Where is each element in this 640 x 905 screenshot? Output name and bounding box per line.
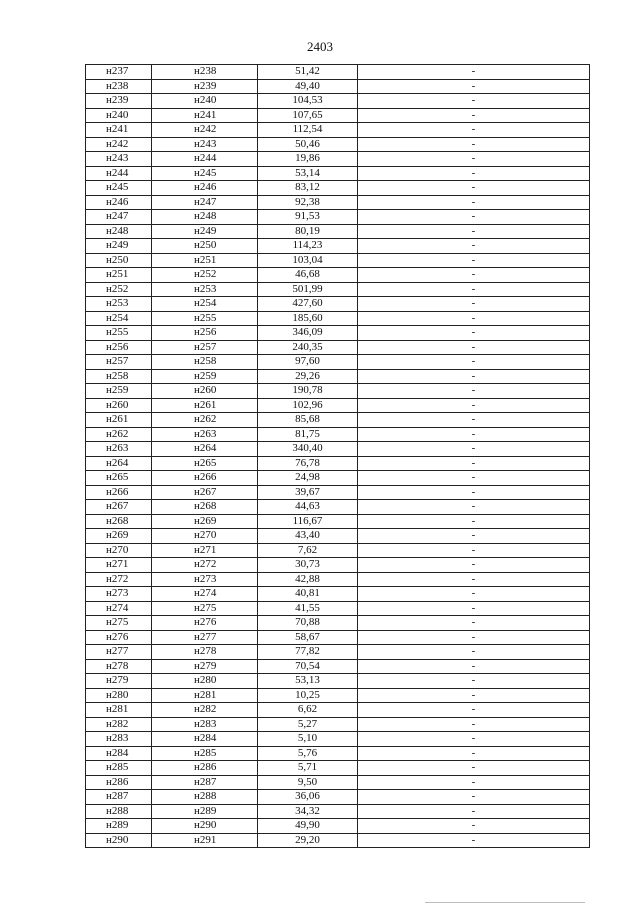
cell-distance: 6,62: [258, 703, 358, 718]
cell-note: -: [358, 152, 590, 167]
cell-distance: 81,75: [258, 427, 358, 442]
cell-note: -: [358, 558, 590, 573]
table-row: [86, 427, 590, 442]
cell-from-point: н286: [86, 775, 152, 790]
cell-to-point: н283: [152, 717, 258, 732]
cell-distance: 49,40: [258, 79, 358, 94]
cell-to-point: н265: [152, 456, 258, 471]
table-row: [86, 282, 590, 297]
table-row: [86, 195, 590, 210]
cell-distance: 97,60: [258, 355, 358, 370]
cell-from-point: н265: [86, 471, 152, 486]
cell-note: -: [358, 819, 590, 834]
cell-note: -: [358, 326, 590, 341]
table-row: [86, 514, 590, 529]
table-row: [86, 659, 590, 674]
cell-to-point: н244: [152, 152, 258, 167]
table-row: [86, 775, 590, 790]
cell-to-point: н257: [152, 340, 258, 355]
cell-to-point: н243: [152, 137, 258, 152]
table-row: [86, 413, 590, 428]
cell-to-point: н280: [152, 674, 258, 689]
cell-from-point: н261: [86, 413, 152, 428]
cell-distance: 76,78: [258, 456, 358, 471]
table-row: [86, 674, 590, 689]
cell-to-point: н279: [152, 659, 258, 674]
cell-distance: 19,86: [258, 152, 358, 167]
cell-to-point: н276: [152, 616, 258, 631]
cell-distance: 58,67: [258, 630, 358, 645]
cell-from-point: н250: [86, 253, 152, 268]
table-row: [86, 587, 590, 602]
cell-to-point: н252: [152, 268, 258, 283]
cell-from-point: н257: [86, 355, 152, 370]
cell-distance: 112,54: [258, 123, 358, 138]
table-row: [86, 471, 590, 486]
cell-to-point: н242: [152, 123, 258, 138]
cell-note: -: [358, 746, 590, 761]
cell-from-point: н247: [86, 210, 152, 225]
cell-distance: 83,12: [258, 181, 358, 196]
table-row: [86, 311, 590, 326]
cell-from-point: н279: [86, 674, 152, 689]
table-row: [86, 485, 590, 500]
cell-note: -: [358, 137, 590, 152]
table-row: [86, 761, 590, 776]
cell-note: -: [358, 108, 590, 123]
cell-to-point: н286: [152, 761, 258, 776]
table-row: [86, 601, 590, 616]
cell-from-point: н270: [86, 543, 152, 558]
cell-from-point: н288: [86, 804, 152, 819]
cell-to-point: н272: [152, 558, 258, 573]
boundary-points-table: [85, 64, 590, 848]
cell-to-point: н270: [152, 529, 258, 544]
cell-note: -: [358, 587, 590, 602]
cell-note: -: [358, 717, 590, 732]
table-row: [86, 355, 590, 370]
cell-note: -: [358, 790, 590, 805]
cell-distance: 104,53: [258, 94, 358, 109]
cell-note: -: [358, 253, 590, 268]
cell-to-point: н290: [152, 819, 258, 834]
cell-from-point: н278: [86, 659, 152, 674]
cell-from-point: н275: [86, 616, 152, 631]
cell-to-point: н289: [152, 804, 258, 819]
table-row: [86, 630, 590, 645]
cell-from-point: н262: [86, 427, 152, 442]
table-row: [86, 108, 590, 123]
cell-distance: 190,78: [258, 384, 358, 399]
cell-note: -: [358, 195, 590, 210]
cell-from-point: н253: [86, 297, 152, 312]
table-row: [86, 253, 590, 268]
cell-note: -: [358, 775, 590, 790]
table-row: [86, 326, 590, 341]
cell-from-point: н251: [86, 268, 152, 283]
cell-note: -: [358, 761, 590, 776]
table-row: [86, 616, 590, 631]
cell-to-point: н261: [152, 398, 258, 413]
table-row: [86, 224, 590, 239]
cell-note: -: [358, 500, 590, 515]
cell-note: -: [358, 311, 590, 326]
table-row: [86, 819, 590, 834]
cell-distance: 107,65: [258, 108, 358, 123]
table-row: [86, 369, 590, 384]
cell-to-point: н253: [152, 282, 258, 297]
cell-from-point: н243: [86, 152, 152, 167]
cell-note: -: [358, 630, 590, 645]
cell-distance: 49,90: [258, 819, 358, 834]
cell-distance: 5,76: [258, 746, 358, 761]
cell-note: -: [358, 181, 590, 196]
cell-distance: 10,25: [258, 688, 358, 703]
table-row: [86, 732, 590, 747]
cell-distance: 114,23: [258, 239, 358, 254]
cell-to-point: н238: [152, 65, 258, 80]
cell-note: -: [358, 398, 590, 413]
table-row: [86, 558, 590, 573]
cell-to-point: н266: [152, 471, 258, 486]
cell-from-point: н244: [86, 166, 152, 181]
cell-from-point: н274: [86, 601, 152, 616]
table-row: [86, 239, 590, 254]
cell-from-point: н280: [86, 688, 152, 703]
cell-to-point: н269: [152, 514, 258, 529]
cell-to-point: н288: [152, 790, 258, 805]
cell-to-point: н241: [152, 108, 258, 123]
table-row: [86, 297, 590, 312]
table-row: [86, 833, 590, 848]
cell-distance: 44,63: [258, 500, 358, 515]
table-row: [86, 181, 590, 196]
table-row: [86, 398, 590, 413]
cell-note: -: [358, 427, 590, 442]
cell-to-point: н271: [152, 543, 258, 558]
cell-to-point: н263: [152, 427, 258, 442]
table-row: [86, 688, 590, 703]
cell-note: -: [358, 369, 590, 384]
cell-note: -: [358, 674, 590, 689]
cell-distance: 7,62: [258, 543, 358, 558]
table-row: [86, 456, 590, 471]
cell-from-point: н260: [86, 398, 152, 413]
cell-from-point: н283: [86, 732, 152, 747]
cell-note: -: [358, 833, 590, 848]
table-row: [86, 79, 590, 94]
cell-to-point: н254: [152, 297, 258, 312]
cell-note: -: [358, 732, 590, 747]
cell-to-point: н260: [152, 384, 258, 399]
cell-to-point: н250: [152, 239, 258, 254]
cell-to-point: н239: [152, 79, 258, 94]
cell-from-point: н269: [86, 529, 152, 544]
cell-note: -: [358, 123, 590, 138]
table-row: [86, 166, 590, 181]
table-row: [86, 94, 590, 109]
cell-distance: 70,88: [258, 616, 358, 631]
cell-note: -: [358, 543, 590, 558]
cell-distance: 36,06: [258, 790, 358, 805]
cell-to-point: н248: [152, 210, 258, 225]
cell-note: -: [358, 355, 590, 370]
cell-distance: 43,40: [258, 529, 358, 544]
page-number: 2403: [307, 39, 333, 54]
table-row: [86, 137, 590, 152]
cell-distance: 53,13: [258, 674, 358, 689]
cell-to-point: н281: [152, 688, 258, 703]
cell-from-point: н256: [86, 340, 152, 355]
cell-distance: 92,38: [258, 195, 358, 210]
table-row: [86, 500, 590, 515]
cell-from-point: н249: [86, 239, 152, 254]
table-row: [86, 210, 590, 225]
cell-from-point: н266: [86, 485, 152, 500]
cell-note: -: [358, 282, 590, 297]
cell-distance: 85,68: [258, 413, 358, 428]
table-row: [86, 572, 590, 587]
table-row: [86, 717, 590, 732]
cell-to-point: н278: [152, 645, 258, 660]
cell-from-point: н240: [86, 108, 152, 123]
cell-distance: 340,40: [258, 442, 358, 457]
cell-from-point: н290: [86, 833, 152, 848]
cell-to-point: н267: [152, 485, 258, 500]
cell-note: -: [358, 645, 590, 660]
cell-distance: 80,19: [258, 224, 358, 239]
cell-note: -: [358, 79, 590, 94]
cell-to-point: н245: [152, 166, 258, 181]
cell-note: -: [358, 485, 590, 500]
cell-note: -: [358, 65, 590, 80]
cell-distance: 5,10: [258, 732, 358, 747]
cell-from-point: н252: [86, 282, 152, 297]
cell-note: -: [358, 601, 590, 616]
cell-note: -: [358, 688, 590, 703]
cell-from-point: н284: [86, 746, 152, 761]
cell-distance: 34,32: [258, 804, 358, 819]
cell-note: -: [358, 456, 590, 471]
cell-to-point: н262: [152, 413, 258, 428]
cell-to-point: н258: [152, 355, 258, 370]
cell-from-point: н287: [86, 790, 152, 805]
cell-distance: 5,71: [258, 761, 358, 776]
cell-note: -: [358, 268, 590, 283]
table-row: [86, 384, 590, 399]
cell-from-point: н242: [86, 137, 152, 152]
cell-distance: 24,98: [258, 471, 358, 486]
cell-to-point: н240: [152, 94, 258, 109]
cell-to-point: н246: [152, 181, 258, 196]
cell-distance: 39,67: [258, 485, 358, 500]
cell-note: -: [358, 529, 590, 544]
cell-from-point: н258: [86, 369, 152, 384]
footer-divider: [425, 902, 585, 903]
cell-note: -: [358, 703, 590, 718]
cell-to-point: н268: [152, 500, 258, 515]
cell-from-point: н281: [86, 703, 152, 718]
cell-from-point: н248: [86, 224, 152, 239]
cell-distance: 53,14: [258, 166, 358, 181]
cell-note: -: [358, 210, 590, 225]
cell-from-point: н237: [86, 65, 152, 80]
cell-distance: 427,60: [258, 297, 358, 312]
cell-distance: 116,67: [258, 514, 358, 529]
cell-distance: 240,35: [258, 340, 358, 355]
table-row: [86, 804, 590, 819]
cell-to-point: н255: [152, 311, 258, 326]
cell-to-point: н251: [152, 253, 258, 268]
cell-from-point: н238: [86, 79, 152, 94]
cell-note: -: [358, 442, 590, 457]
cell-from-point: н289: [86, 819, 152, 834]
cell-to-point: н282: [152, 703, 258, 718]
table-row: [86, 442, 590, 457]
table-row: [86, 340, 590, 355]
cell-from-point: н259: [86, 384, 152, 399]
cell-distance: 346,09: [258, 326, 358, 341]
cell-note: -: [358, 572, 590, 587]
cell-distance: 103,04: [258, 253, 358, 268]
table-row: [86, 703, 590, 718]
cell-distance: 91,53: [258, 210, 358, 225]
cell-to-point: н291: [152, 833, 258, 848]
cell-distance: 29,26: [258, 369, 358, 384]
table-row: [86, 268, 590, 283]
cell-note: -: [358, 804, 590, 819]
table-row: [86, 746, 590, 761]
cell-from-point: н277: [86, 645, 152, 660]
cell-from-point: н267: [86, 500, 152, 515]
cell-note: -: [358, 166, 590, 181]
cell-distance: 40,81: [258, 587, 358, 602]
cell-distance: 70,54: [258, 659, 358, 674]
cell-note: -: [358, 224, 590, 239]
cell-to-point: н249: [152, 224, 258, 239]
cell-to-point: н284: [152, 732, 258, 747]
cell-to-point: н274: [152, 587, 258, 602]
table-row: [86, 529, 590, 544]
cell-from-point: н285: [86, 761, 152, 776]
cell-note: -: [358, 239, 590, 254]
cell-from-point: н255: [86, 326, 152, 341]
cell-distance: 51,42: [258, 65, 358, 80]
cell-from-point: н272: [86, 572, 152, 587]
cell-note: -: [358, 514, 590, 529]
cell-to-point: н256: [152, 326, 258, 341]
cell-distance: 185,60: [258, 311, 358, 326]
cell-from-point: н263: [86, 442, 152, 457]
cell-note: -: [358, 471, 590, 486]
table-row: [86, 152, 590, 167]
cell-from-point: н239: [86, 94, 152, 109]
cell-to-point: н259: [152, 369, 258, 384]
cell-distance: 30,73: [258, 558, 358, 573]
cell-note: -: [358, 94, 590, 109]
cell-distance: 102,96: [258, 398, 358, 413]
cell-to-point: н285: [152, 746, 258, 761]
cell-note: -: [358, 616, 590, 631]
table-row: [86, 65, 590, 80]
cell-from-point: н276: [86, 630, 152, 645]
cell-from-point: н273: [86, 587, 152, 602]
cell-note: -: [358, 659, 590, 674]
cell-to-point: н287: [152, 775, 258, 790]
cell-from-point: н282: [86, 717, 152, 732]
cell-note: -: [358, 413, 590, 428]
cell-distance: 46,68: [258, 268, 358, 283]
cell-distance: 77,82: [258, 645, 358, 660]
cell-from-point: н241: [86, 123, 152, 138]
cell-distance: 41,55: [258, 601, 358, 616]
cell-from-point: н268: [86, 514, 152, 529]
cell-from-point: н245: [86, 181, 152, 196]
cell-note: -: [358, 340, 590, 355]
cell-to-point: н277: [152, 630, 258, 645]
table-row: [86, 645, 590, 660]
cell-from-point: н246: [86, 195, 152, 210]
cell-distance: 29,20: [258, 833, 358, 848]
cell-note: -: [358, 384, 590, 399]
table-body: [86, 65, 590, 848]
table-row: [86, 123, 590, 138]
cell-distance: 501,99: [258, 282, 358, 297]
cell-distance: 5,27: [258, 717, 358, 732]
cell-from-point: н254: [86, 311, 152, 326]
cell-distance: 42,88: [258, 572, 358, 587]
cell-from-point: н271: [86, 558, 152, 573]
cell-to-point: н273: [152, 572, 258, 587]
cell-distance: 9,50: [258, 775, 358, 790]
cell-to-point: н264: [152, 442, 258, 457]
cell-note: -: [358, 297, 590, 312]
cell-to-point: н275: [152, 601, 258, 616]
cell-distance: 50,46: [258, 137, 358, 152]
table-row: [86, 543, 590, 558]
cell-from-point: н264: [86, 456, 152, 471]
cell-to-point: н247: [152, 195, 258, 210]
table-row: [86, 790, 590, 805]
